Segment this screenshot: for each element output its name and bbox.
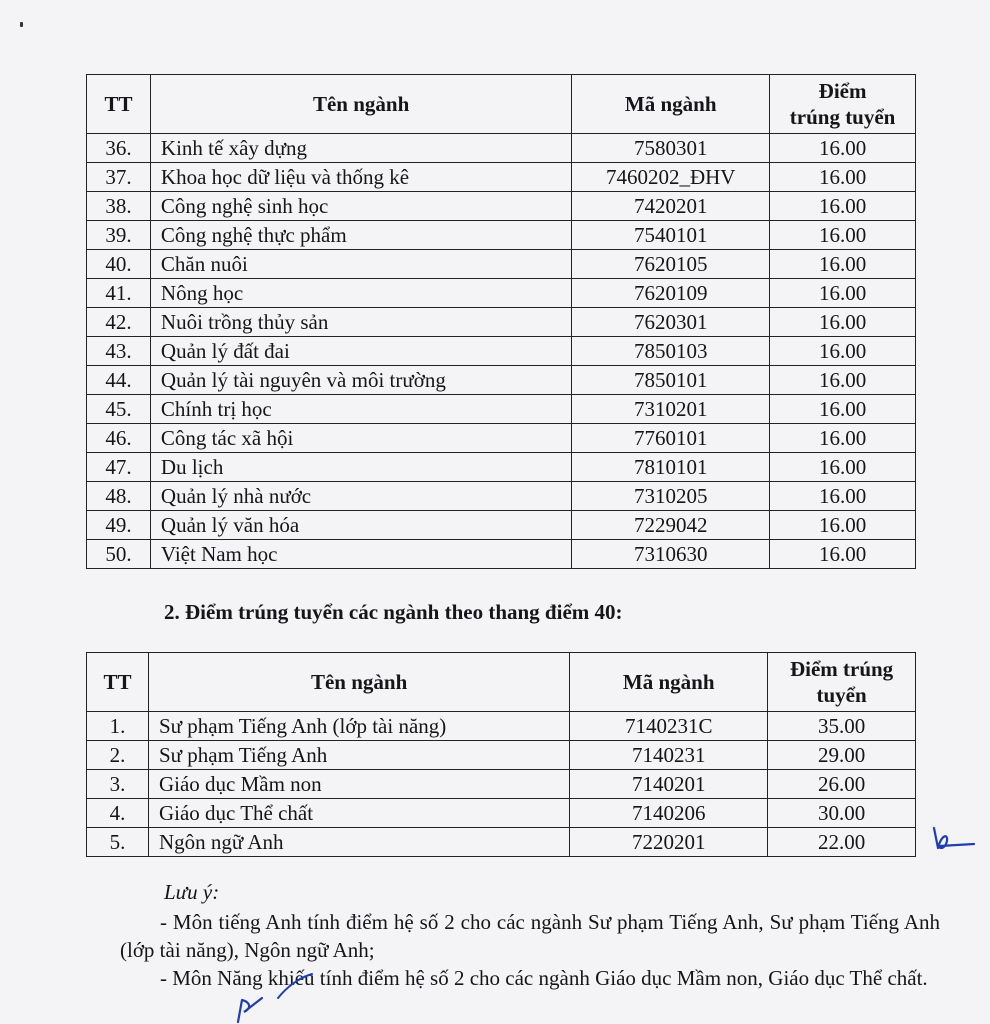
row-code: 7540101 [572,221,770,250]
table-row [87,192,916,221]
row-index: 38. [87,192,151,221]
note-item-1: - Môn tiếng Anh tính điểm hệ số 2 cho các ngành Sư phạm Tiếng Anh, Sư phạm Tiếng Anh (lớp tài năng), Ngôn ngữ Anh; [120,910,940,962]
row-score: 16.00 [770,366,916,395]
row-name: Quản lý tài nguyên và môi trường [150,366,571,395]
table-row [87,540,916,569]
row-score: 16.00 [770,424,916,453]
row-score: 16.00 [770,163,916,192]
row-score: 16.00 [770,221,916,250]
row-index: 49. [87,511,151,540]
table-row [87,366,916,395]
row-score: 16.00 [770,134,916,163]
row-score: 26.00 [768,770,916,799]
row-score: 16.00 [770,395,916,424]
row-name: Chính trị học [150,395,571,424]
row-code: 7760101 [572,424,770,453]
row-index: 50. [87,540,151,569]
row-score: 16.00 [770,482,916,511]
row-score: 16.00 [770,308,916,337]
table-row [87,134,916,163]
row-code: 7620301 [572,308,770,337]
row-code: 7220201 [570,828,768,857]
row-code: 7140206 [570,799,768,828]
row-score: 16.00 [770,279,916,308]
row-code: 7229042 [572,511,770,540]
row-index: 4. [87,799,149,828]
row-index: 42. [87,308,151,337]
initial-mark-bottom [232,994,268,1024]
table-header-row [87,75,916,134]
row-index: 45. [87,395,151,424]
table-row [87,828,916,857]
header-score [770,75,916,134]
row-name: Sư phạm Tiếng Anh (lớp tài năng) [148,712,569,741]
row-index: 48. [87,482,151,511]
table-row [87,482,916,511]
row-name: Nông học [150,279,571,308]
pen-stroke-mark [276,972,316,1002]
table-row [87,221,916,250]
scores-table-30 [86,74,916,569]
row-name: Công nghệ sinh học [150,192,571,221]
table-row [87,770,916,799]
row-name: Giáo dục Thể chất [148,799,569,828]
row-score: 16.00 [770,337,916,366]
row-score: 16.00 [770,453,916,482]
row-index: 43. [87,337,151,366]
row-code: 7460202_ĐHV [572,163,770,192]
table-row [87,712,916,741]
row-index: 46. [87,424,151,453]
row-code: 7580301 [572,134,770,163]
row-code: 7310205 [572,482,770,511]
row-code: 7850101 [572,366,770,395]
row-score: 35.00 [768,712,916,741]
row-name: Công tác xã hội [150,424,571,453]
row-code: 7810101 [572,453,770,482]
table-row [87,308,916,337]
speck [20,22,23,27]
row-score: 22.00 [768,828,916,857]
header-score [768,653,916,712]
initial-mark-right [928,822,978,858]
row-index: 36. [87,134,151,163]
row-score: 16.00 [770,511,916,540]
row-name: Chăn nuôi [150,250,571,279]
row-score: 29.00 [768,741,916,770]
row-index: 2. [87,741,149,770]
row-index: 39. [87,221,151,250]
header-score-line1: Điểm trúng [789,657,894,681]
row-code: 7420201 [572,192,770,221]
row-index: 44. [87,366,151,395]
header-score-line2: trúng tuyển [789,105,896,129]
section-2-title: 2. Điểm trúng tuyển các ngành theo thang điểm 40: [164,600,623,624]
row-code: 7620109 [572,279,770,308]
table-row [87,250,916,279]
table-header-row [87,653,916,712]
table-row [87,799,916,828]
row-score: 16.00 [770,540,916,569]
row-code: 7310201 [572,395,770,424]
header-tt: TT [87,653,149,712]
row-name: Khoa học dữ liệu và thống kê [150,163,571,192]
row-name: Ngôn ngữ Anh [148,828,569,857]
row-name: Công nghệ thực phẩm [150,221,571,250]
row-name: Việt Nam học [150,540,571,569]
row-name: Giáo dục Mầm non [148,770,569,799]
note-title: Lưu ý: [164,880,220,904]
row-code: 7140231C [570,712,768,741]
row-score: 30.00 [768,799,916,828]
row-name: Kinh tế xây dựng [150,134,571,163]
row-score: 16.00 [770,250,916,279]
header-score-line1: Điểm [818,79,867,103]
table-row [87,424,916,453]
header-code: Mã ngành [570,653,768,712]
row-name: Quản lý đất đai [150,337,571,366]
header-tt: TT [87,75,151,134]
row-name: Quản lý nhà nước [150,482,571,511]
row-index: 47. [87,453,151,482]
row-name: Sư phạm Tiếng Anh [148,741,569,770]
row-name: Quản lý văn hóa [150,511,571,540]
table-row [87,163,916,192]
table-row [87,511,916,540]
row-code: 7140231 [570,741,768,770]
row-index: 5. [87,828,149,857]
row-index: 40. [87,250,151,279]
table-row [87,337,916,366]
header-name: Tên ngành [148,653,569,712]
row-index: 1. [87,712,149,741]
row-score: 16.00 [770,192,916,221]
row-index: 41. [87,279,151,308]
row-code: 7140201 [570,770,768,799]
row-code: 7620105 [572,250,770,279]
table-row [87,395,916,424]
row-code: 7850103 [572,337,770,366]
table-row [87,279,916,308]
table-row [87,453,916,482]
note-item-2: - Môn Năng khiếu tính điểm hệ số 2 cho các ngành Giáo dục Mầm non, Giáo dục Thể chất. [160,966,928,990]
header-code: Mã ngành [572,75,770,134]
row-code: 7310630 [572,540,770,569]
header-name: Tên ngành [150,75,571,134]
row-name: Nuôi trồng thủy sản [150,308,571,337]
table-row [87,741,916,770]
row-name: Du lịch [150,453,571,482]
row-index: 37. [87,163,151,192]
header-score-line2: tuyển [816,683,867,707]
scores-table-40 [86,652,916,857]
row-index: 3. [87,770,149,799]
